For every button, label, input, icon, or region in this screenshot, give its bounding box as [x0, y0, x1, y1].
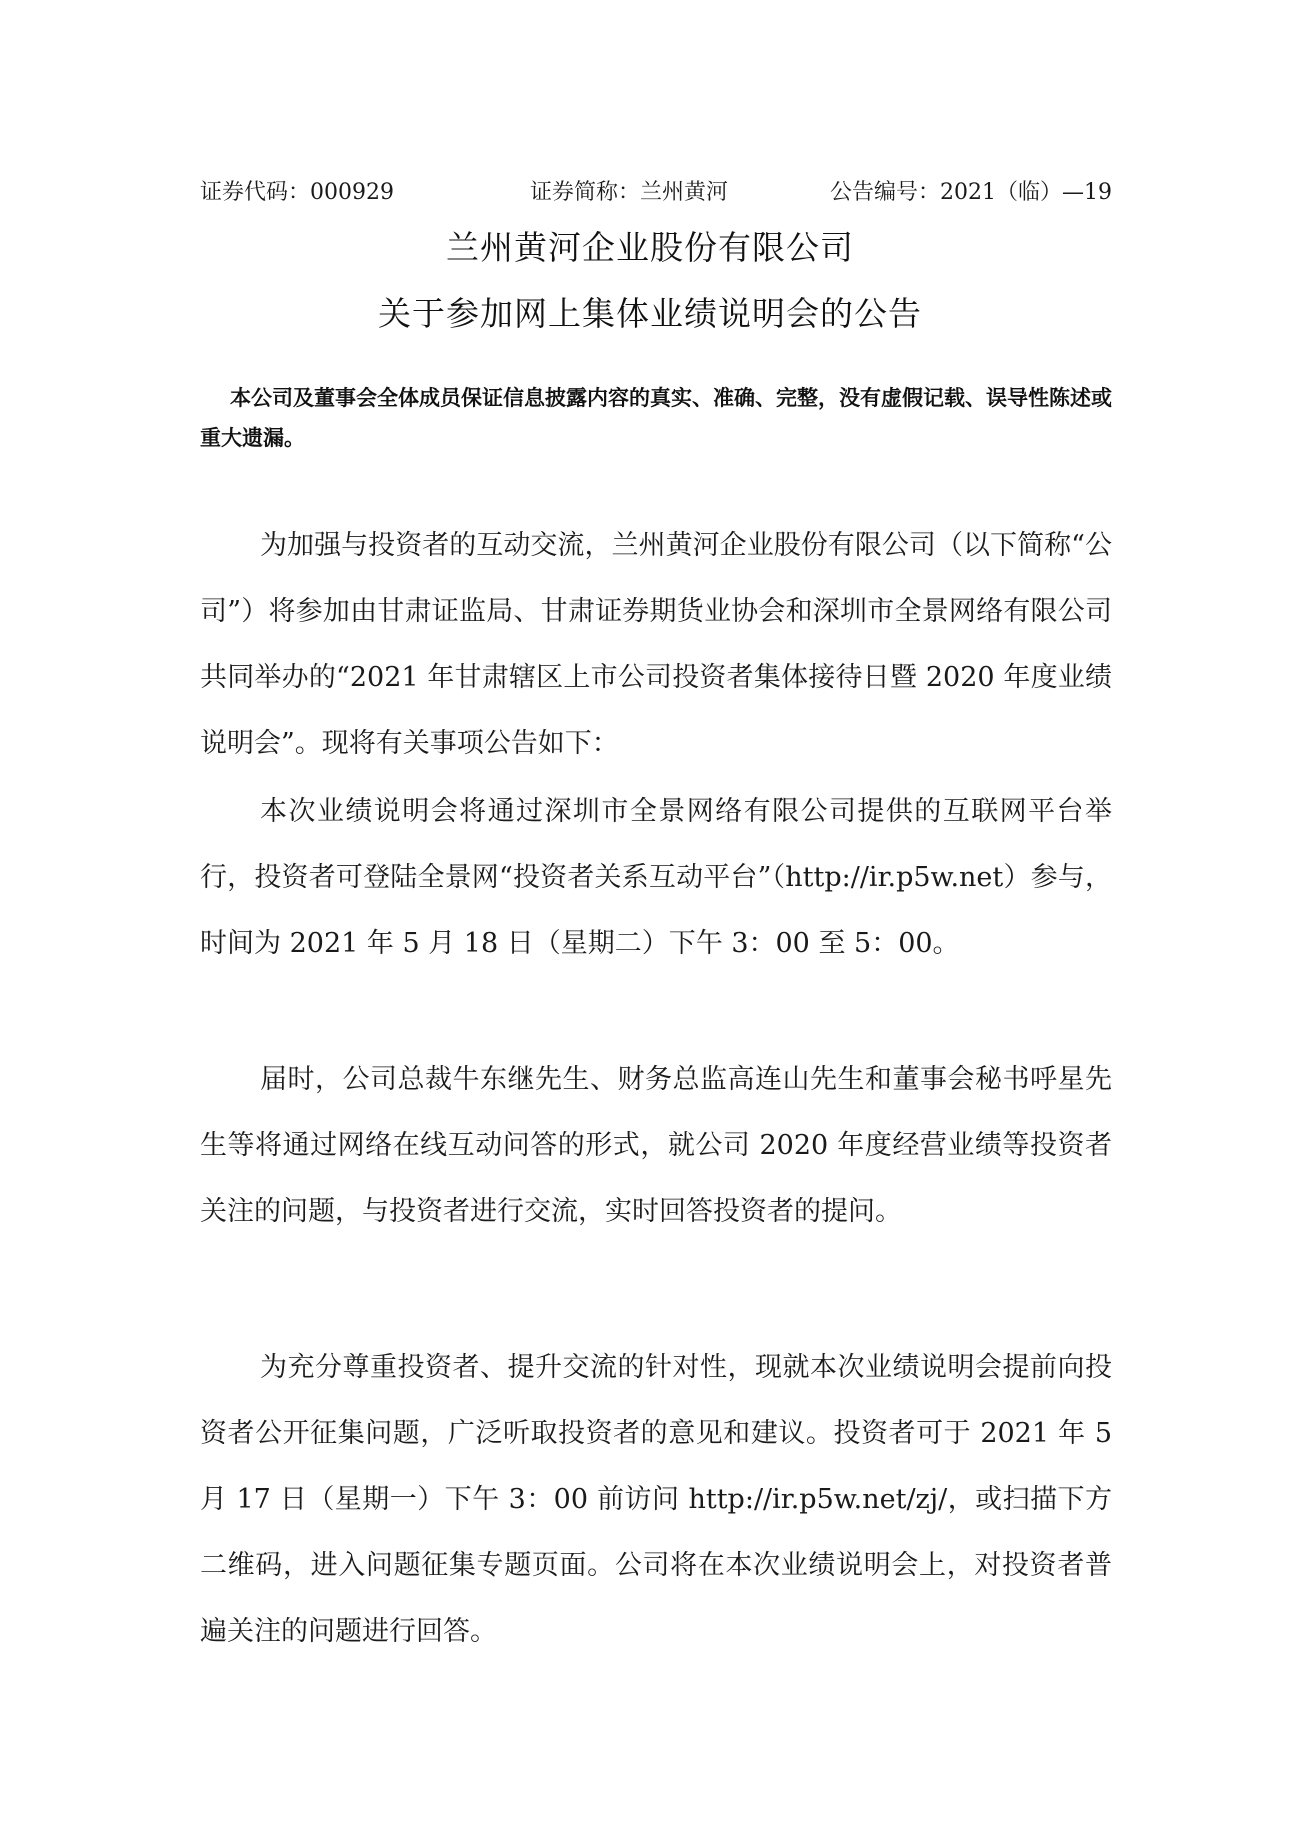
stock-code: 证券代码：000929 [200, 180, 394, 205]
company-title: 兰州黄河企业股份有限公司 [446, 228, 854, 267]
notice-number: 公告编号：2021（临）—19 [830, 180, 1112, 205]
body-paragraph-3: 届时，公司总裁牛东继先生、财务总监高连山先生和董事会秘书呼星先生等将通过网络在线互动问答的形式，就公司 2020 年度经营业绩等投资者关注的问题，与投资者进行交流，实时回答投资者的提问。 [200, 1064, 1112, 1227]
document-header [200, 178, 1112, 208]
notice-title: 关于参加网上集体业绩说明会的公告 [378, 294, 922, 333]
body-paragraph-2: 本次业绩说明会将通过深圳市全景网络有限公司提供的互联网平台举行，投资者可登陆全景网“投资者关系互动平台”（http://ir.p5w.net）参与，时间为 2021 年 5 月 18 日（星期二）下午 3：00 至 5：00。 [200, 796, 1112, 959]
body-paragraph-1: 为加强与投资者的互动交流，兰州黄河企业股份有限公司（以下简称“公司”）将参加由甘肃证监局、甘肃证券期货业协会和深圳市全景网络有限公司共同举办的“2021 年甘肃辖区上市公司投资者集体接待日暨 2020 年度业绩说明会”。现将有关事项公告如下： [200, 530, 1112, 759]
board-statement: 本公司及董事会全体成员保证信息披露内容的真实、准确、完整，没有虚假记载、误导性陈述或重大遗漏。 [200, 386, 1112, 450]
stock-abbreviation: 证券简称：兰州黄河 [530, 180, 729, 205]
body-paragraph-4: 为充分尊重投资者、提升交流的针对性，现就本次业绩说明会提前向投资者公开征集问题，广泛听取投资者的意见和建议。投资者可于 2021 年 5 月 17 日（星期一）下午 3：00 前访问 http://ir.p5w.net/zj/，或扫描下方二维码，进入问题征集专题页面。公司将在本次业绩说明会上，对投资者普遍关注的问题进行回答。 [200, 1352, 1112, 1647]
